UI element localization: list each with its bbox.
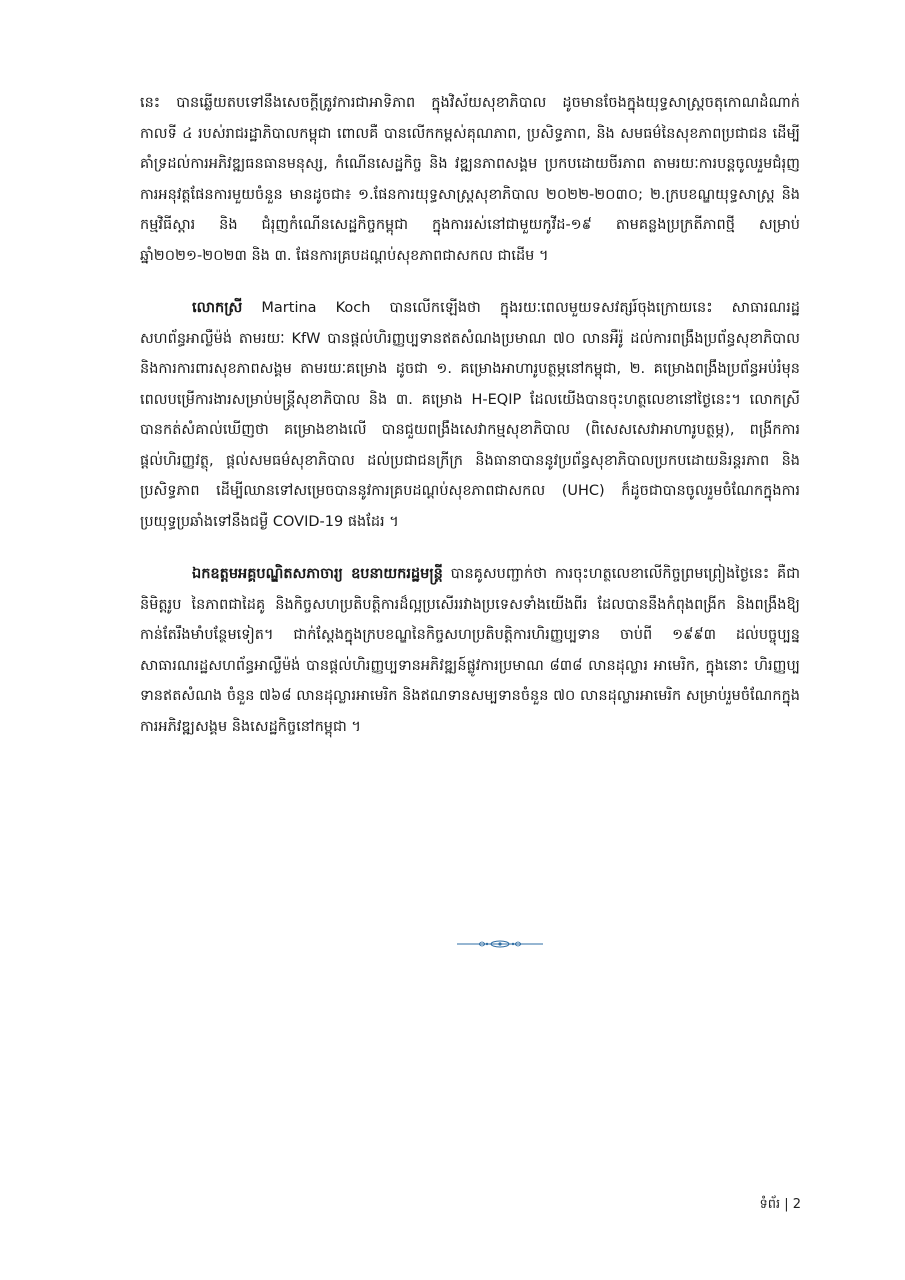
paragraph-deputy-prime-minister	[140, 559, 800, 742]
page-number: ទំព័រ | 2	[759, 1197, 801, 1212]
paragraph-text: Martina Koch បានលើកឡើងថា ក្នុងរយៈពេលមួយទសវត្សរ៍ចុងក្រោយនេះ សាធារណរដ្ឋសហព័ន្ធអាល្លឺម៉ង់ តាមរយៈ KfW បានផ្តល់ហិរញ្ញប្បទានឥតសំណងប្រមាណ ៧០ លានអឺរ៉ូ ដល់ការពង្រឹងប្រព័ន្ធសុខាភិបាល និងការការពារសុខភាពសង្គម តាមរយៈគម្រោង ដូចជា ១. គម្រោងអាហារូបត្ថម្ភនៅកម្ពុជា, ២. គម្រោងពង្រឹងប្រព័ន្ធអប់រំមុនពេលបម្រើការងារសម្រាប់មន្ត្រីសុខាភិបាល និង ៣. គម្រោង H-EQIP ដែលយើងបានចុះហត្ថលេខានៅថ្ងៃនេះ។ លោកស្រីបានកត់សំគាល់ឃើញថា គម្រោងខាងលើ បានជួយពង្រឹងសេវាកម្មសុខាភិបាល (ពិសេសសេវាអាហារូបត្ថម្ភ), ពង្រីកការផ្តល់ហិរញ្ញវត្ថុ, ផ្តល់សមធម៌សុខាភិបាល ដល់ប្រជាជនក្រីក្រ និងធានាបាននូវប្រព័ន្ធសុខាភិបាលប្រកបដោយនិរន្តរភាព និងប្រសិទ្ធភាព ដើម្បីឈានទៅសម្រេចបាននូវការគ្របដណ្តប់សុខភាពជាសកល (UHC) ក៏ដូចជាបានចូលរួមចំណែកក្នុងការប្រយុទ្ធប្រឆាំងទៅនឹងជម្ងឺ COVID-19 ផងដែរ ។	[140, 300, 800, 530]
speaker-name: លោកស្រី	[192, 300, 243, 316]
paragraph-text: បានគូសបញ្ជាក់ថា ការចុះហត្ថលេខាលើកិច្ចព្រមព្រៀងថ្ងៃនេះ គឺជានិមិត្តរូប នៃភាពជាដៃគូ និងកិច្ចសហប្រតិបត្តិការដ៏ល្អប្រសើររវាងប្រទេសទាំងយើងពីរ ដែលបាននឹងកំពុងពង្រីក និងពង្រឹងឱ្យកាន់តែរឹងមាំបន្ថែមទៀត។ ជាក់ស្តែងក្នុងក្របខណ្ឌនៃកិច្ចសហប្រតិបត្តិការហិរញ្ញប្បទាន ចាប់ពី ១៩៩៣ ដល់បច្ចុប្បន្ន សាធារណរដ្ឋសហព័ន្ធអាល្លឺម៉ង់ បានផ្តល់ហិរញ្ញប្បទានអភិវឌ្ឍន៍ផ្លូវការប្រមាណ ៨៣៨ លានដុល្លារ អាមេរិក, ក្នុងនោះ ហិរញ្ញប្បទានឥតសំណង ចំនួន ៧៦៨ លានដុល្លារអាមេរិក និងឥណទានសម្បទានចំនួន ៧០ លានដុល្លារអាមេរិក សម្រាប់រួមចំណែកក្នុងការអភិវឌ្ឍសង្គម និងសេដ្ឋកិច្ចនៅកម្ពុជា ។	[140, 566, 800, 735]
paragraph-martina-koch	[140, 293, 800, 537]
paragraph-health-strategy	[140, 88, 800, 271]
divider-ornament-icon	[455, 936, 545, 952]
document-body	[140, 88, 800, 764]
speaker-title: ឯកឧត្តមអគ្គបណ្ឌិតសភាចារ្យ ឧបនាយករដ្ឋមន្ត្រី	[192, 566, 443, 582]
paragraph-text: នេះ បានឆ្លើយតបទៅនឹងសេចក្តីត្រូវការជាអាទិភាព ក្នុងវិស័យសុខាភិបាល ដូចមានចែងក្នុងយុទ្ធសាស្ត្រចតុកោណដំណាក់កាលទី ៤ របស់រាជរដ្ឋាភិបាលកម្ពុជា ពោលគឺ បានលើកកម្ពស់គុណភាព, ប្រសិទ្ធភាព, និង សមធម៌នៃសុខភាពប្រជាជន ដើម្បីគាំទ្រដល់ការអភិវឌ្ឍធនធានមនុស្ស, កំណើនសេដ្ឋកិច្ច និង វឌ្ឍនភាពសង្គម ប្រកបដោយចីរភាព តាមរយៈការបន្តចូលរួមជំរុញការអនុវត្តផែនការមួយចំនួន មានដូចជា៖ ១.ផែនការយុទ្ធសាស្ត្រសុខាភិបាល ២០២២-២០៣០; ២.ក្របខណ្ឌយុទ្ធសាស្ត្រ និង កម្មវិធីស្តារ និង ជំរុញកំណើនសេដ្ឋកិច្ចកម្ពុជា ក្នុងការរស់នៅជាមួយកូវីដ-១៩ តាមគន្លងប្រក្រតីភាពថ្មី សម្រាប់ឆ្នាំ២០២១-២០២៣ និង ៣. ផែនការគ្របដណ្តប់សុខភាពជាសកល ជាដើម ។	[140, 95, 800, 264]
